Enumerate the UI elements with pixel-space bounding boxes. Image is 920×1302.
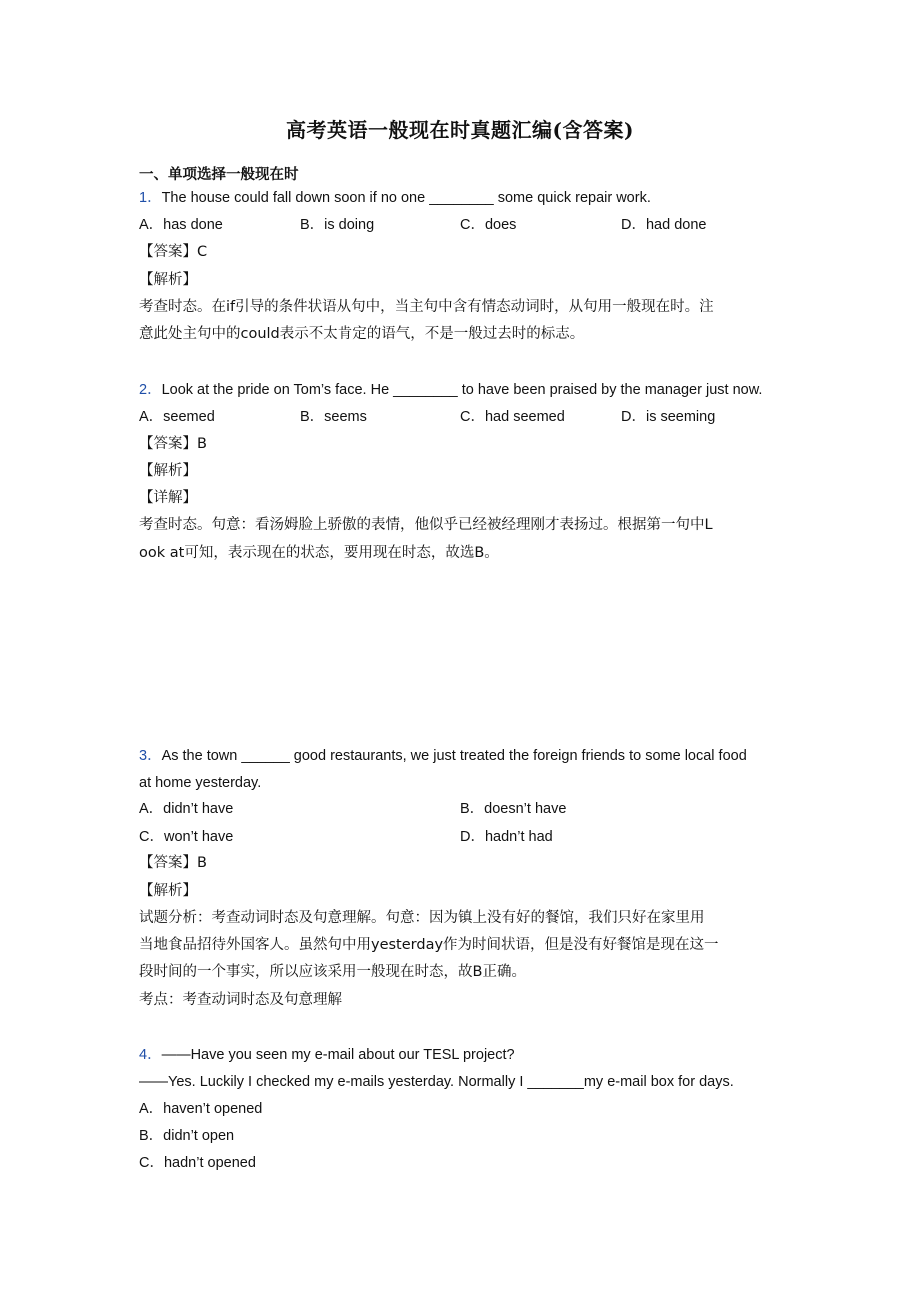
question-4-stem-cont: ——Yes. Luckily I checked my e-mails yesterday. Normally I _______my e-mail box for days. bbox=[139, 1074, 734, 1090]
q2-option-b: B．seems bbox=[300, 409, 367, 425]
q3-option-a: A．didn’t have bbox=[139, 801, 234, 817]
q3-analysis-label: 【解析】 bbox=[139, 883, 197, 899]
question-3-stem-cont: at home yesterday. bbox=[139, 775, 262, 791]
question-number: 3． bbox=[139, 748, 162, 764]
q1-analysis-line-2: 意此处主句中的could表示不太肯定的语气，不是一般过去时的标志。 bbox=[139, 326, 585, 342]
q3-option-b: B．doesn’t have bbox=[460, 801, 567, 817]
q4-option-b: B．didn’t open bbox=[139, 1128, 235, 1144]
question-number: 4． bbox=[139, 1047, 162, 1063]
q3-analysis-line-3: 段时间的一个事实，所以应该采用一般现在时态，故B正确。 bbox=[139, 964, 526, 980]
q3-option-d: D．hadn’t had bbox=[460, 829, 553, 845]
q2-option-c: C．had seemed bbox=[460, 409, 565, 425]
q2-analysis-label: 【解析】 bbox=[139, 463, 197, 479]
q3-answer: 【答案】B bbox=[139, 855, 207, 871]
section-heading: 一、单项选择一般现在时 bbox=[139, 167, 299, 183]
question-number: 2． bbox=[139, 382, 162, 398]
question-4-stem: 4．——Have you seen my e-mail about our TESL project? bbox=[139, 1047, 515, 1063]
q1-option-a: A．has done bbox=[139, 217, 223, 233]
q1-answer: 【答案】C bbox=[139, 244, 208, 260]
q2-detail-line-2: ook at可知，表示现在的状态，要用现在时态，故选B。 bbox=[139, 545, 499, 561]
q4-option-a: A．haven’t opened bbox=[139, 1101, 263, 1117]
q3-point: 考点：考查动词时态及句意理解 bbox=[139, 992, 342, 1008]
q1-analysis-label: 【解析】 bbox=[139, 272, 197, 288]
question-number: 1． bbox=[139, 190, 162, 206]
q3-analysis-line-2: 当地食品招待外国客人。虽然句中用yesterday作为时间状语，但是没有好餐馆是现在这一 bbox=[139, 937, 719, 953]
q1-option-b: B．is doing bbox=[300, 217, 375, 233]
q2-answer: 【答案】B bbox=[139, 436, 207, 452]
question-3-stem: 3．As the town ______ good restaurants, we just treated the foreign friends to some local food bbox=[139, 748, 747, 764]
q1-option-d: D．had done bbox=[621, 217, 707, 233]
q2-detail-label: 【详解】 bbox=[139, 490, 197, 506]
q1-option-c: C．does bbox=[460, 217, 517, 233]
q2-detail-line-1: 考查时态。句意：看汤姆脸上骄傲的表情，他似乎已经被经理刚才表扬过。根据第一句中L bbox=[139, 517, 713, 533]
question-1-stem: 1．The house could fall down soon if no one ________ some quick repair work. bbox=[139, 190, 651, 206]
q2-option-d: D．is seeming bbox=[621, 409, 716, 425]
q2-option-a: A．seemed bbox=[139, 409, 215, 425]
q1-analysis-line-1: 考查时态。在if引导的条件状语从句中，当主句中含有情态动词时，从句用一般现在时。注 bbox=[139, 299, 714, 315]
q3-analysis-line-1: 试题分析：考查动词时态及句意理解。句意：因为镇上没有好的餐馆，我们只好在家里用 bbox=[139, 910, 705, 926]
q4-option-c: C．hadn’t opened bbox=[139, 1155, 256, 1171]
page-title: 高考英语一般现在时真题汇编(含答案) bbox=[286, 118, 634, 142]
question-2-stem: 2．Look at the pride on Tom’s face. He ________ to have been praised by the manager just now. bbox=[139, 382, 763, 398]
q3-option-c: C．won’t have bbox=[139, 829, 234, 845]
